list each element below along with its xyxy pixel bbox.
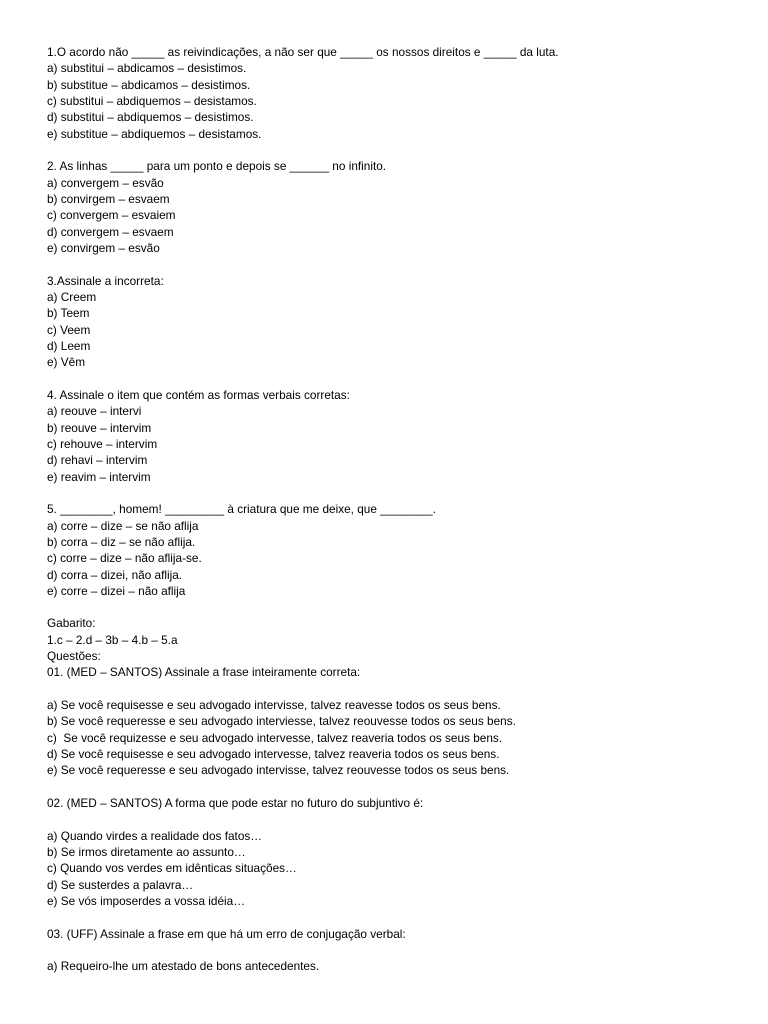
question-02-option-c: c) Quando vos verdes em idênticas situações… [47, 861, 297, 876]
question-1-option-b: b) substitue – abdicamos – desistimos. [47, 77, 251, 92]
question-5 [47, 501, 728, 599]
questions-heading: Questões: [47, 649, 101, 664]
question-01-prompt: 01. (MED – SANTOS) Assinale a frase inteiramente correta: [47, 665, 361, 680]
answer-key-answers: 1.c – 2.d – 3b – 4.b – 5.a [47, 632, 178, 647]
question-2-option-d: d) convergem – esvaem [47, 224, 174, 239]
question-5-prompt: 5. ________, homem! _________ à criatura que me deixe, que ________. [47, 502, 436, 517]
question-02-options [47, 828, 728, 910]
question-1-option-c: c) substitui – abdiquemos – desistamos. [47, 93, 257, 108]
question-1-prompt: 1.O acordo não _____ as reivindicações, a não ser que _____ os nossos direitos e _____ da luta. [47, 45, 559, 59]
question-03-option-a: a) Requeiro-lhe um atestado de bons antecedentes. [47, 959, 320, 974]
question-5-option-a: a) corre – dize – se não aflija [47, 518, 199, 533]
question-01-option-d: d) Se você requisesse e seu advogado intervesse, talvez reaveria todos os seus bens. [47, 747, 500, 762]
question-2 [47, 158, 728, 256]
question-4-option-c: c) rehouve – intervim [47, 436, 158, 451]
question-3 [47, 273, 728, 371]
question-03-options [47, 958, 728, 974]
question-01 [47, 664, 728, 778]
question-01-options [47, 697, 728, 779]
question-3-option-e: e) Vêm [47, 355, 86, 370]
question-1-option-a: a) substitui – abdicamos – desistimos. [47, 61, 247, 76]
question-4-prompt: 4. Assinale o item que contém as formas verbais corretas: [47, 387, 350, 402]
question-2-option-e: e) convirgem – esvão [47, 240, 160, 255]
question-02-option-d: d) Se susterdes a palavra… [47, 877, 194, 892]
question-2-prompt: 2. As linhas _____ para um ponto e depois se ______ no infinito. [47, 159, 387, 174]
question-01-option-a: a) Se você requisesse e seu advogado intervisse, talvez reavesse todos os seus bens. [47, 698, 501, 713]
question-2-option-a: a) convergem – esvão [47, 175, 164, 190]
question-02-prompt: 02. (MED – SANTOS) A forma que pode estar no futuro do subjuntivo é: [47, 796, 424, 811]
question-02-option-e: e) Se vós imposerdes a vossa idéia… [47, 894, 246, 909]
question-3-option-c: c) Veem [47, 322, 91, 337]
question-4-option-b: b) reouve – intervim [47, 420, 152, 435]
question-01-option-c: c) Se você requizesse e seu advogado intervesse, talvez reaveria todos os seus bens. [47, 730, 503, 745]
answer-key-heading: Gabarito: [47, 616, 96, 631]
question-4 [47, 387, 728, 485]
question-02 [47, 795, 728, 909]
question-5-option-e: e) corre – dizei – não aflija [47, 583, 186, 598]
question-4-option-d: d) rehavi – intervim [47, 453, 148, 468]
questions-part-2 [47, 648, 728, 975]
question-3-option-a: a) Creem [47, 289, 97, 304]
question-01-option-b: b) Se você requeresse e seu advogado interviesse, talvez reouvesse todos os seus bens. [47, 714, 516, 729]
question-1-option-d: d) substitui – abdiquemos – desistimos. [47, 110, 254, 125]
question-5-option-b: b) corra – diz – se não aflija. [47, 534, 196, 549]
question-5-option-c: c) corre – dize – não aflija-se. [47, 551, 202, 566]
question-3-option-d: d) Leem [47, 338, 91, 353]
question-03-prompt: 03. (UFF) Assinale a frase em que há um erro de conjugação verbal: [47, 926, 406, 941]
question-3-prompt: 3.Assinale a incorreta: [47, 273, 164, 288]
question-2-option-c: c) convergem – esvaiem [47, 208, 176, 223]
question-1-option-e: e) substitue – abdiquemos – desistamos. [47, 126, 262, 141]
question-2-option-b: b) convirgem – esvaem [47, 191, 170, 206]
question-3-option-b: b) Teem [47, 306, 90, 321]
question-4-option-e: e) reavim – intervim [47, 469, 151, 484]
question-02-option-b: b) Se irmos diretamente ao assunto… [47, 845, 246, 860]
question-4-option-a: a) reouve – intervi [47, 404, 142, 419]
question-03 [47, 926, 728, 975]
answer-key [47, 615, 728, 648]
question-1 [47, 44, 728, 142]
question-01-option-e: e) Se você requeresse e seu advogado intervisse, talvez reouvesse todos os seus bens. [47, 763, 510, 778]
question-02-option-a: a) Quando virdes a realidade dos fatos… [47, 828, 263, 843]
question-5-option-d: d) corra – dizei, não aflija. [47, 567, 183, 582]
